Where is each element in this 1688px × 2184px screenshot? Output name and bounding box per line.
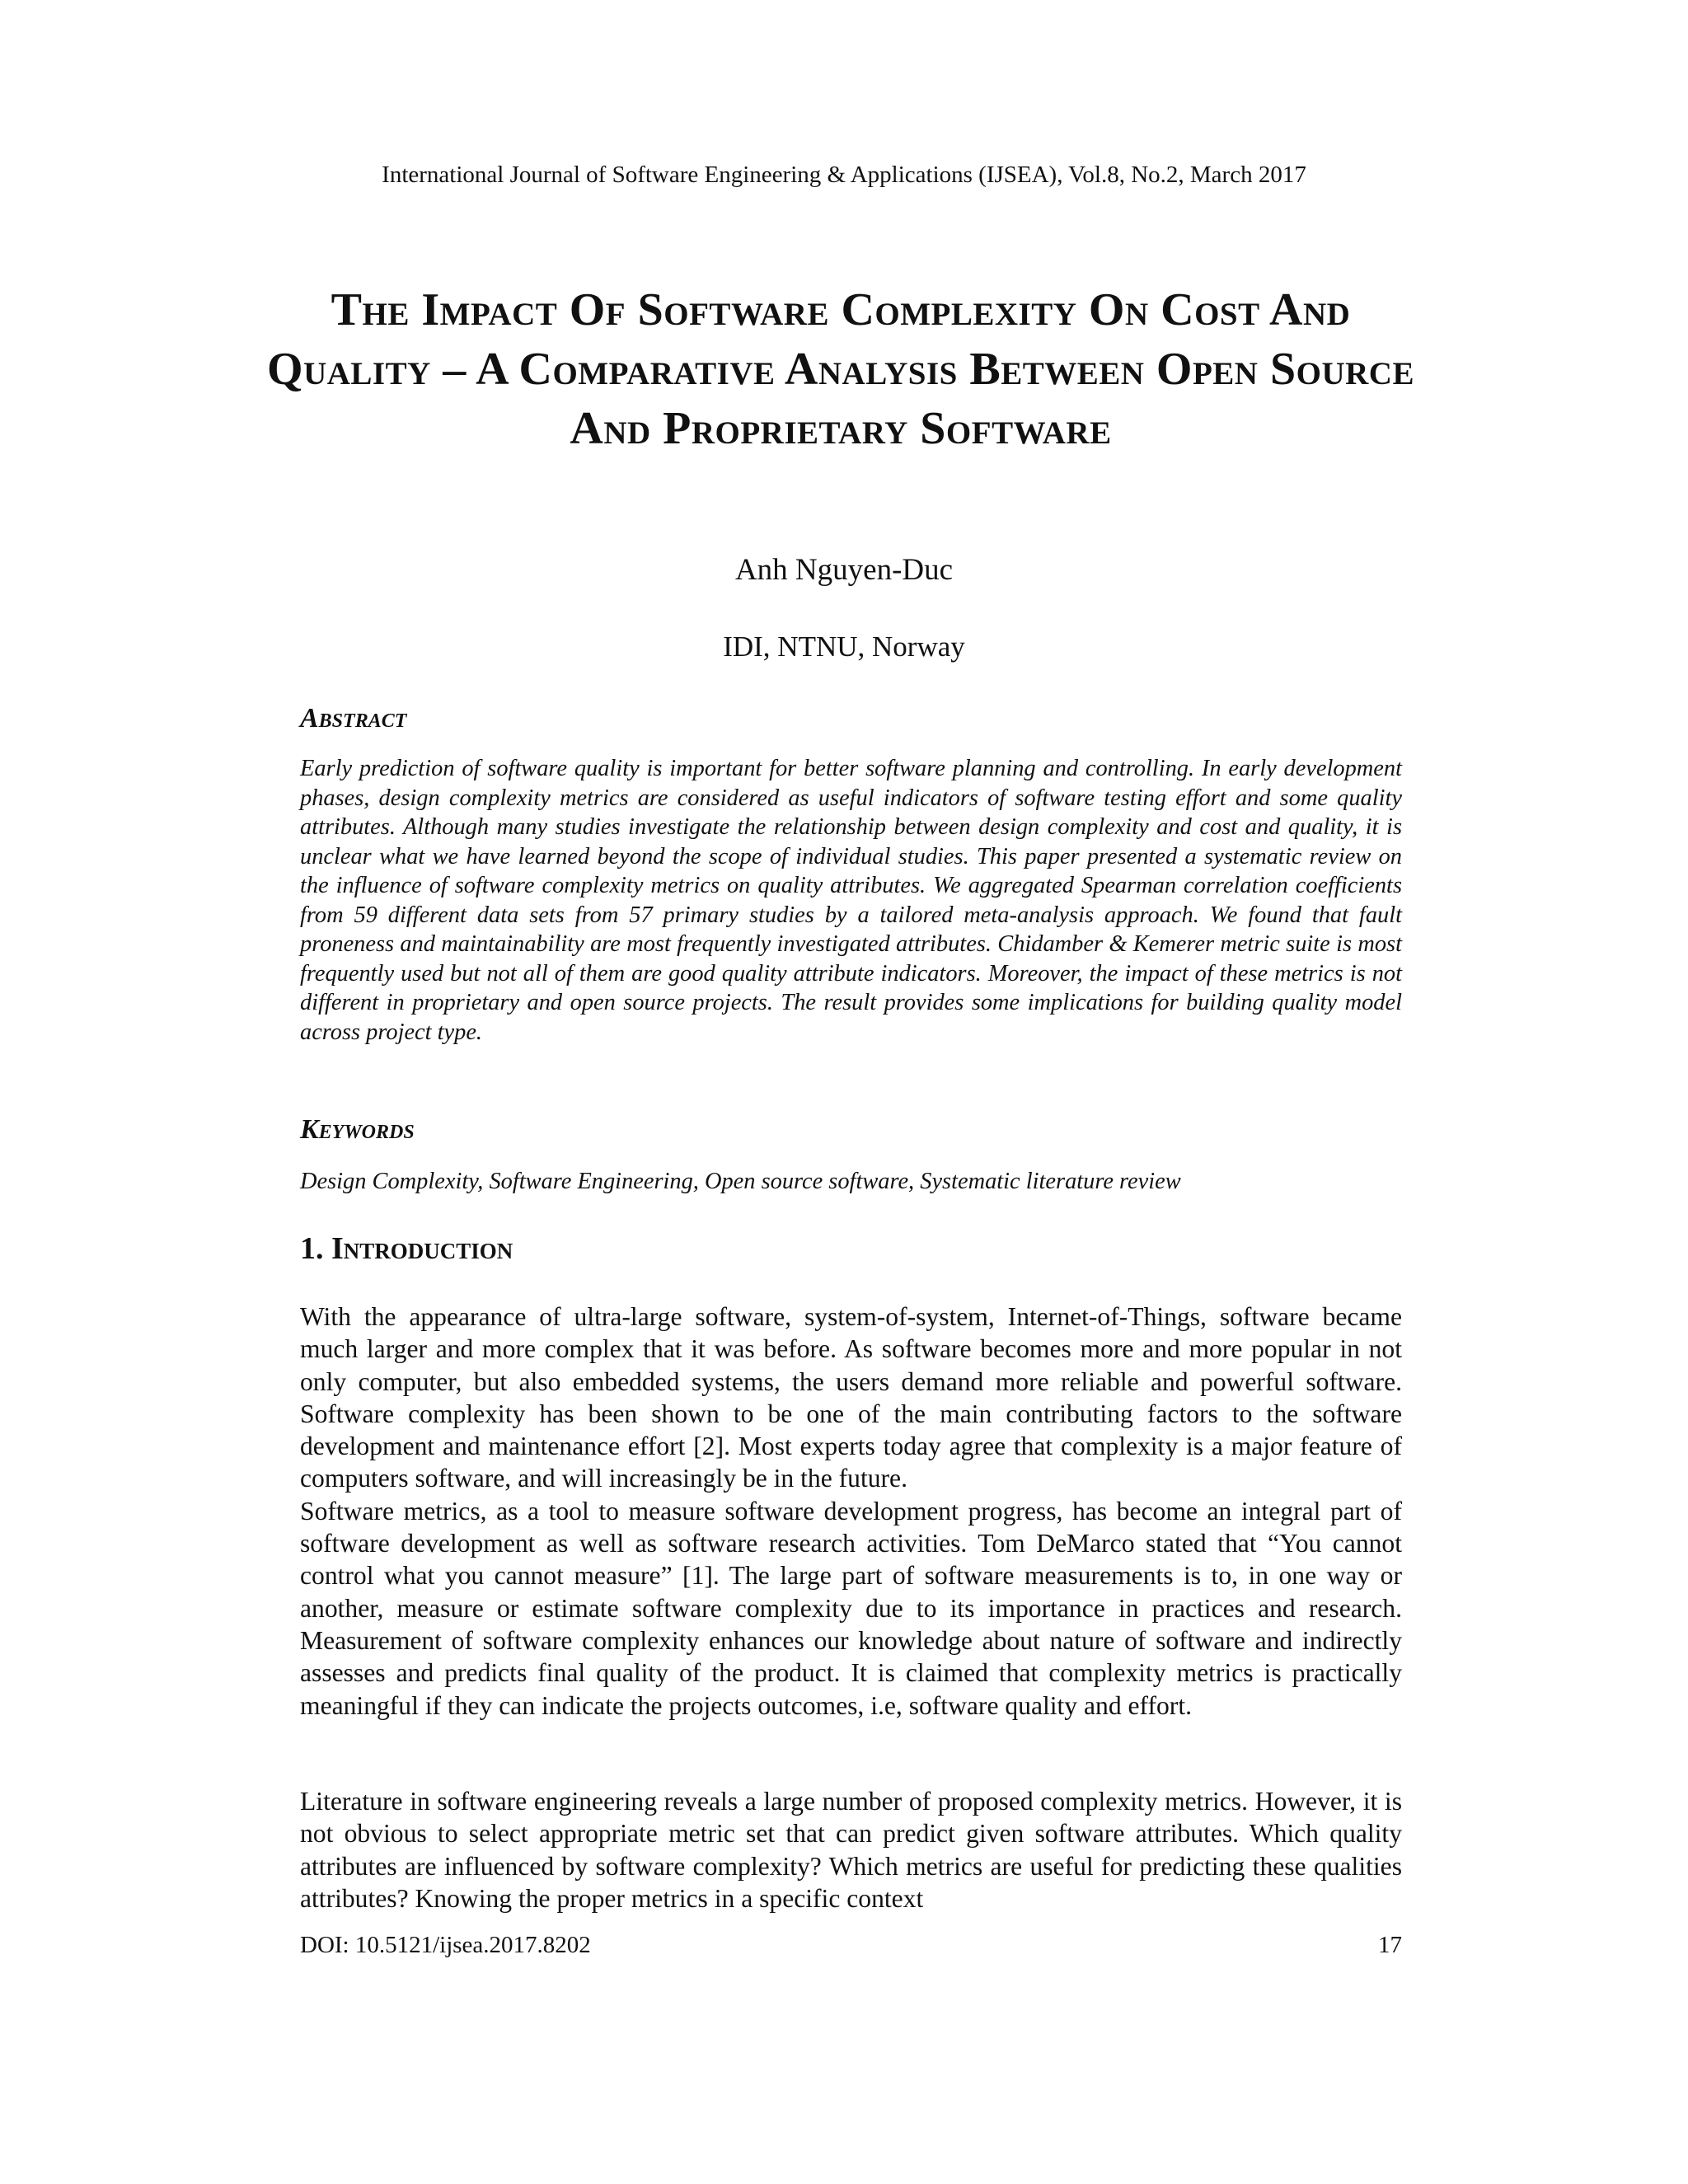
abstract-text: Early prediction of software quality is important for better software planning and controlling. In early development phases, design complexity metrics are considered as useful indicators of software testing effort and some quality attributes. Although many studies investigate the relationship between design complexity and cost and quality, it is unclear what we have learned beyond the scope of individual studies. This paper presented a systematic review on the influence of software complexity metrics on quality attributes. We aggregated Spearman correlation coefficients from 59 different data sets from 57 primary studies by a tailored meta-analysis approach. We found that fault proneness and maintainability are most frequently investigated attributes. Chidamber & Kemerer metric suite is most frequently used but not all of them are good quality attribute indicators. Moreover, the impact of these metrics is not different in proprietary and open source projects. The result provides some implications for building quality model across project type. [300,756,1402,1045]
abstract-heading: Abstract [300,703,407,733]
introduction-heading: 1. Introduction [300,1231,513,1266]
introduction-paragraph-2 [300,1785,1402,1915]
author-name: Anh Nguyen-Duc [734,553,954,587]
introduction-paragraph-1b: Software metrics, as a tool to measure software development progress, has become an integral part of software development as well as software research activities. Tom DeMarco stated that “You cannot control what you cannot measure” [1]. The large part of software measurements is to, in one way or another, measure or estimate software complexity due to its importance in practices and research. Measurement of software complexity enhances our knowledge about nature of software and indirectly assesses and predicts final quality of the product. It is claimed that complexity metrics is practically meaningful if they can indicate the projects outcomes, i.e, software quality and effort. [300,1496,1402,1720]
author-affiliation: IDI, NTNU, Norway [723,630,965,663]
introduction-paragraph-2-text: Literature in software engineering reveals a large number of proposed complexity metrics. However, it is not obvious to select appropriate metric set that can predict given software attributes. Which quality attributes are influenced by software complexity? Which metrics are useful for predicting these qualities attributes? Knowing the proper metrics in a specific context [300,1787,1402,1913]
paper-title: The Impact Of Software Complexity On Cost And Quality – A Comparative Analysis Between Open Source And Proprietary Software [267,284,1414,454]
keywords-text: Design Complexity, Software Engineering, Open source software, Systematic literature review [300,1169,1181,1194]
keywords-heading: Keywords [300,1114,415,1145]
introduction-paragraph-1 [300,1301,1402,1722]
page-number: 17 [1378,1932,1402,1958]
doi-footer: DOI: 10.5121/ijsea.2017.8202 [300,1932,591,1958]
introduction-paragraph-1a: With the appearance of ultra-large software, system-of-system, Internet-of-Things, software became much larger and more complex that it was before. As software becomes more and more popular in not only computer, but also embedded systems, the users demand more reliable and powerful software. Software complexity has been shown to be one of the main contributing factors to the software development and maintenance effort [2]. Most experts today agree that complexity is a major feature of computers software, and will increasingly be in the future. [300,1302,1402,1493]
journal-running-header: International Journal of Software Engineering & Applications (IJSEA), Vol.8, No.2, March 2017 [382,162,1306,188]
